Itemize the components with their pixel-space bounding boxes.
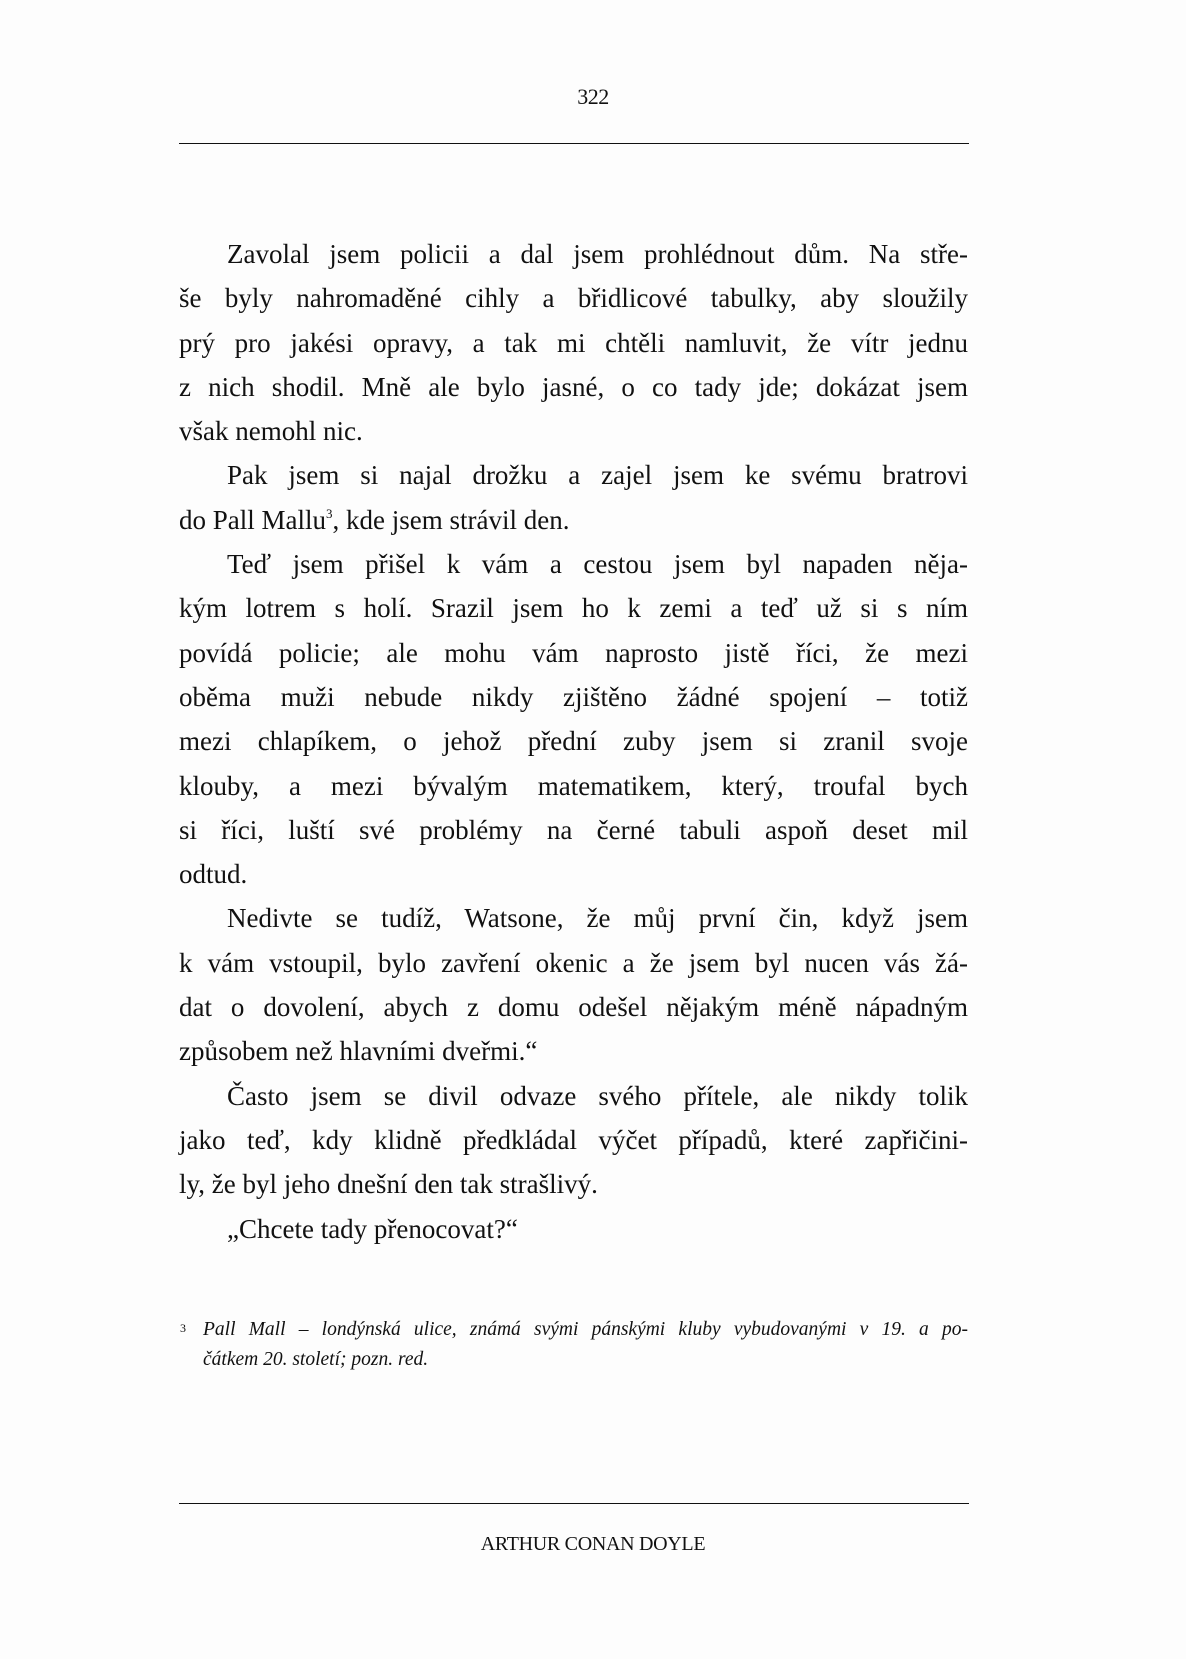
text-line: Teď jsem přišel k vám a cestou jsem byl napaden něja- <box>227 549 968 580</box>
text-line-with-footnote <box>179 498 968 542</box>
header-rule <box>179 143 969 144</box>
footer-rule <box>179 1503 969 1504</box>
text-line-part: do Pall Mallu <box>179 504 326 535</box>
text-line: kým lotrem s holí. Srazil jsem ho k zemi a teď už si s ním <box>179 593 968 624</box>
page-number: 322 <box>577 84 609 109</box>
text-line: Nedivte se tudíž, Watsone, že můj první čin, když jsem <box>227 903 968 934</box>
text-line: k vám vstoupil, bylo zavření okenic a že jsem byl nucen vás žá- <box>179 947 968 978</box>
footnote <box>179 1315 968 1375</box>
text-line: z nich shodil. Mně ale bylo jasné, o co tady jde; dokázat jsem <box>179 371 968 402</box>
text-line: způsobem než hlavními dveřmi.“ <box>179 1036 538 1067</box>
text-line: odtud. <box>179 859 248 890</box>
text-line: si říci, luští své problémy na černé tabuli aspoň deset mil <box>179 814 968 845</box>
text-line: Často jsem se divil odvaze svého přítele, ale nikdy tolik <box>227 1080 968 1111</box>
text-line: Zavolal jsem policii a dal jsem prohlédnout dům. Na stře- <box>227 239 968 269</box>
footnote-reference[interactable]: 3 <box>326 505 333 521</box>
text-line: prý pro jakési opravy, a tak mi chtěli namluvit, že vítr jednu <box>179 327 968 358</box>
footnote-mark: 3 <box>180 1321 186 1335</box>
text-line: však nemohl nic. <box>179 416 363 447</box>
text-line: oběma muži nebude nikdy zjištěno žádné spojení – totiž <box>179 681 968 712</box>
text-line: Pak jsem si najal drožku a zajel jsem ke svému bratrovi <box>227 460 968 491</box>
running-title: ARTHUR CONAN DOYLE <box>480 1533 706 1555</box>
text-line: klouby, a mezi bývalým matematikem, který, troufal bych <box>179 770 968 801</box>
text-line: dat o dovolení, abych z domu odešel nějakým méně nápadným <box>179 992 968 1023</box>
text-line: ly, že byl jeho dnešní den tak strašlivý. <box>179 1169 598 1200</box>
text-line: povídá policie; ale mohu vám naprosto jistě říci, že mezi <box>179 637 968 668</box>
footnote-line: čátkem 20. století; pozn. red. <box>203 1349 429 1370</box>
text-line-part: , kde jsem strávil den. <box>332 504 570 535</box>
text-line: še byly nahromaděné cihly a břidlicové tabulky, aby sloužily <box>179 283 968 314</box>
text-line: „Chcete tady přenocovat?“ <box>227 1213 518 1244</box>
body-text <box>179 232 968 1251</box>
text-line: mezi chlapíkem, o jehož přední zuby jsem si zranil svoje <box>179 726 968 757</box>
footnote-line: Pall Mall – londýnská ulice, známá svými pánskými kluby vybudovanými v 19. a po- <box>203 1319 968 1340</box>
text-line: jako teď, kdy klidně předkládal výčet případů, které zapřičini- <box>179 1124 968 1155</box>
